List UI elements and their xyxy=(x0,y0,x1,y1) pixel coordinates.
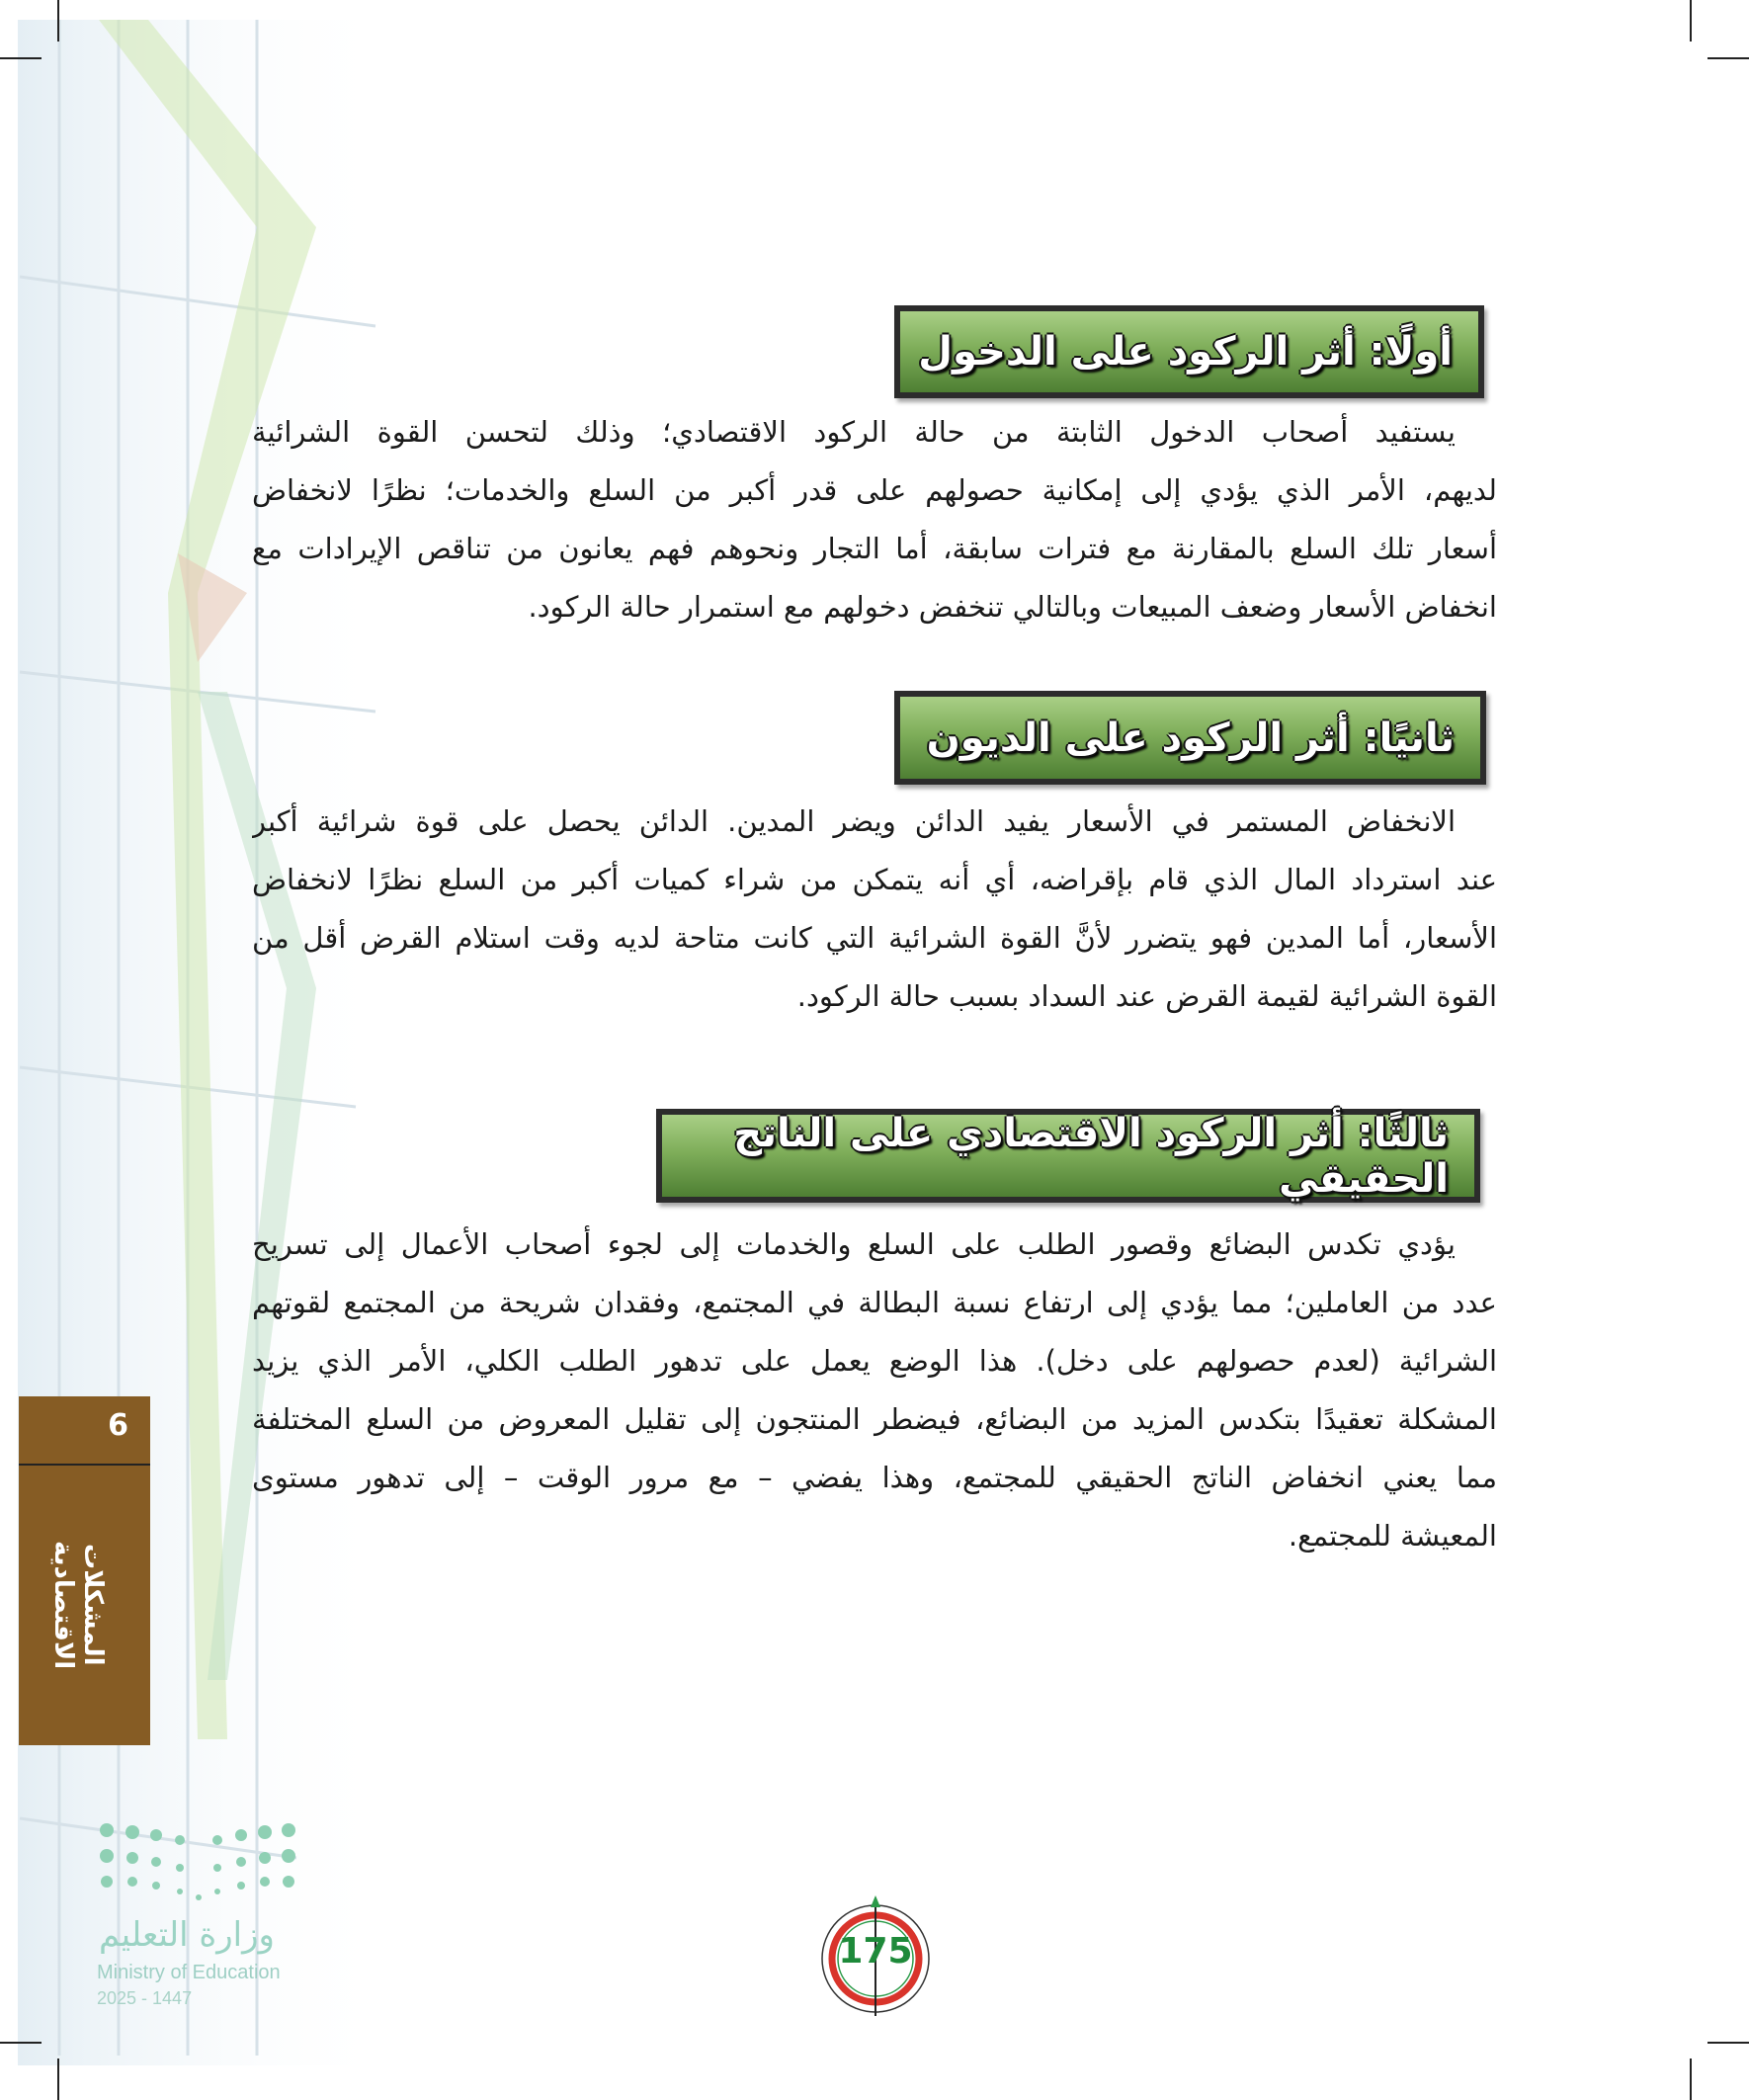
crop-mark xyxy=(0,57,42,59)
crop-mark xyxy=(1690,2058,1692,2100)
text-line: الأسعار، أما المدين فهو يتضرر لأنَّ القوة الشرائية التي كانت متاحة لديه وقت استلام القرض أقل من xyxy=(252,921,1497,955)
unit-title: المشكلات الاقتصادية xyxy=(48,1540,108,1670)
divider xyxy=(19,1464,150,1466)
ministry-logo xyxy=(89,1818,405,2016)
text-line: المعيشة للمجتمع. xyxy=(1288,1519,1497,1553)
text-line: يستفيد أصحاب الدخول الثابتة من حالة الركود الاقتصادي؛ وذلك لتحسن القوة الشرائية xyxy=(252,415,1456,449)
page-number: 175 xyxy=(838,1931,913,1972)
text-line: لديهم، الأمر الذي يؤدي إلى إمكانية حصولهم على قدر أكبر من السلع والخدمات؛ نظرًا لانخفاض xyxy=(252,473,1497,507)
text-line: المشكلة تعقيدًا بتكدس المزيد من البضائع، فيضطر المنتجون إلى تقليل المعروض من السلع المختلفة xyxy=(252,1402,1497,1436)
text-line: القوة الشرائية لقيمة القرض عند السداد بسبب حالة الركود. xyxy=(796,979,1497,1013)
text-line: الانخفاض المستمر في الأسعار يفيد الدائن ويضر المدين. الدائن يحصل على قوة شرائية أكبر xyxy=(252,804,1456,838)
heading-text: ثالثًا: أثر الركود الاقتصادي على الناتج الحقيقي xyxy=(733,1110,1449,1202)
text-line: عدد من العاملين؛ مما يؤدي إلى ارتفاع نسبة البطالة في المجتمع، وفقدان شريحة من المجتمع لقوتهم xyxy=(252,1286,1497,1319)
unit-side-tab xyxy=(19,1396,150,1745)
section-heading-income xyxy=(894,305,1484,398)
text-line: الشرائية (لعدم حصولهم على دخل). هذا الوضع يعمل على تدهور الطلب الكلي، الأمر الذي يزيد xyxy=(252,1344,1497,1378)
crop-mark xyxy=(0,2042,42,2044)
logo-dots-icon xyxy=(89,1818,405,1917)
text-line: مما يعني انخفاض الناتج الحقيقي للمجتمع، وهذا يفضي – مع مرور الوقت – إلى تدهور مستوى xyxy=(252,1461,1497,1494)
paragraph-real-output xyxy=(252,1216,1497,1565)
page-number-badge xyxy=(816,1895,935,2018)
crop-mark xyxy=(1707,57,1749,59)
logo-english-text: Ministry of Education xyxy=(97,1962,281,1983)
heading-text: ثانيًا: أثر الركود على الديون xyxy=(926,714,1455,761)
paragraph-income xyxy=(252,403,1497,636)
section-heading-debts xyxy=(894,691,1486,785)
paragraph-debts xyxy=(252,793,1497,1026)
text-line: يؤدي تكدس البضائع وقصور الطلب على السلع والخدمات إلى لجوء أصحاب الأعمال إلى تسريح xyxy=(252,1227,1456,1261)
crop-mark xyxy=(57,0,59,42)
text-line: انخفاض الأسعار وضعف المبيعات وبالتالي تنخفض دخولهم مع استمرار حالة الركود. xyxy=(528,590,1497,624)
heading-text: أولًا: أثر الركود على الدخول xyxy=(918,329,1453,375)
unit-number: 6 xyxy=(108,1408,128,1443)
text-line: عند استرداد المال الذي قام بإقراضه، أي أنه يتمكن من شراء كميات أكبر من السلع نظرًا لانخفاض xyxy=(252,863,1497,896)
crop-mark xyxy=(1690,0,1692,42)
crop-mark xyxy=(57,2058,59,2100)
text-line: أسعار تلك السلع بالمقارنة مع فترات سابقة، أما التجار ونحوهم فهم يعانون من تناقص الإيرادات مع xyxy=(252,532,1497,565)
crop-mark xyxy=(1707,2042,1749,2044)
logo-year-text: 2025 - 1447 xyxy=(97,1988,193,2008)
section-heading-real-output xyxy=(656,1109,1480,1203)
logo-arabic-text: وزارة التعليم xyxy=(99,1915,275,1955)
